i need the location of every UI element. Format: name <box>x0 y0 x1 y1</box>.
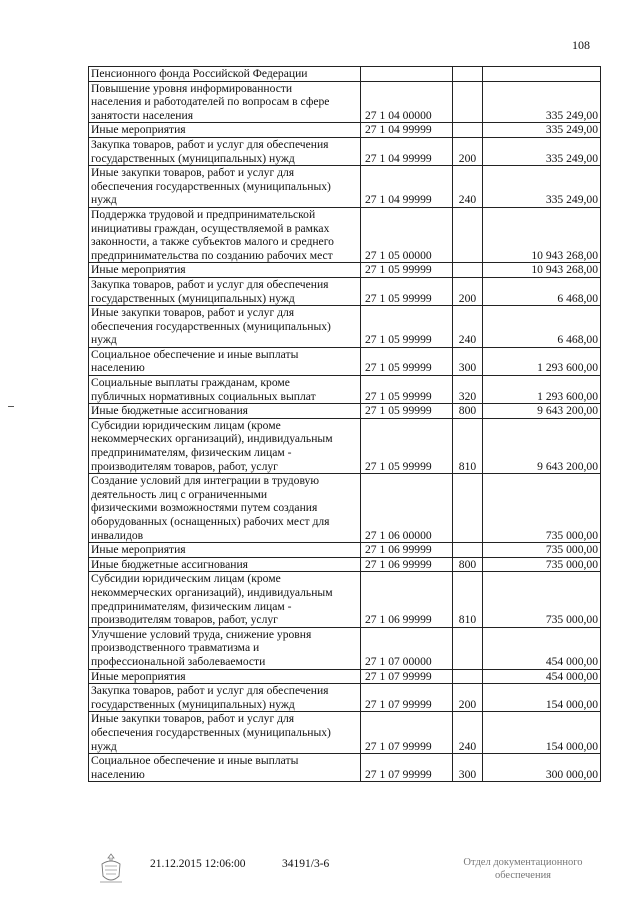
row-amount-cell: 10 943 268,00 <box>483 207 601 262</box>
row-name-cell: Иные закупки товаров, работ и услуг для обеспечения государственных (муниципальных) нужд <box>89 306 361 348</box>
row-code-cell: 27 1 05 99999 <box>361 306 453 348</box>
row-code-cell: 27 1 06 99999 <box>361 557 453 572</box>
table-row <box>89 474 601 543</box>
footer-doc-number: 34191/3-6 <box>282 858 330 870</box>
row-amount-cell: 454 000,00 <box>483 669 601 684</box>
table-row <box>89 81 601 123</box>
row-amount-cell: 335 249,00 <box>483 166 601 208</box>
row-name-cell: Иные бюджетные ассигнования <box>89 557 361 572</box>
row-amount-cell: 735 000,00 <box>483 543 601 558</box>
row-code-cell <box>361 67 453 82</box>
footer-department-stamp: Отдел документационного обеспечения <box>463 857 583 881</box>
row-name-cell: Пенсионного фонда Российской Федерации <box>89 67 361 82</box>
row-code-cell: 27 1 05 99999 <box>361 347 453 375</box>
row-amount-cell: 335 249,00 <box>483 137 601 165</box>
row-name-cell: Создание условий для интеграции в трудовую деятельность лиц с ограниченными физическими возможностями путем создания оборудованных (оснащенных) рабочих мест для инвалидов <box>89 474 361 543</box>
table-row <box>89 376 601 404</box>
row-code-cell: 27 1 07 00000 <box>361 627 453 669</box>
row-name-cell: Иные закупки товаров, работ и услуг для обеспечения государственных (муниципальных) нужд <box>89 166 361 208</box>
row-amount-cell: 154 000,00 <box>483 712 601 754</box>
row-amount-cell <box>483 67 601 82</box>
row-name-cell: Социальные выплаты гражданам, кроме публичных нормативных социальных выплат <box>89 376 361 404</box>
row-name-cell: Иные мероприятия <box>89 263 361 278</box>
row-amount-cell: 6 468,00 <box>483 306 601 348</box>
row-code-cell: 27 1 04 99999 <box>361 166 453 208</box>
budget-table-body <box>89 67 601 782</box>
budget-table <box>88 66 601 782</box>
row-name-cell: Закупка товаров, работ и услуг для обеспечения государственных (муниципальных) нужд <box>89 137 361 165</box>
row-expense-type-cell: 240 <box>453 166 483 208</box>
row-expense-type-cell <box>453 207 483 262</box>
row-expense-type-cell <box>453 543 483 558</box>
table-row <box>89 754 601 782</box>
table-row <box>89 277 601 305</box>
table-row <box>89 166 601 208</box>
table-row <box>89 404 601 419</box>
row-code-cell: 27 1 05 99999 <box>361 277 453 305</box>
row-code-cell: 27 1 06 99999 <box>361 572 453 627</box>
table-row <box>89 684 601 712</box>
table-row <box>89 543 601 558</box>
row-expense-type-cell: 200 <box>453 684 483 712</box>
row-code-cell: 27 1 05 99999 <box>361 376 453 404</box>
row-expense-type-cell: 800 <box>453 404 483 419</box>
row-expense-type-cell: 810 <box>453 572 483 627</box>
row-expense-type-cell <box>453 123 483 138</box>
footer-date: 21.12.2015 12:06:00 <box>150 858 246 870</box>
table-row <box>89 67 601 82</box>
row-name-cell: Закупка товаров, работ и услуг для обеспечения государственных (муниципальных) нужд <box>89 684 361 712</box>
row-expense-type-cell: 300 <box>453 754 483 782</box>
row-name-cell: Улучшение условий труда, снижение уровня производственного травматизма и профессиональной заболеваемости <box>89 627 361 669</box>
row-amount-cell: 154 000,00 <box>483 684 601 712</box>
row-expense-type-cell <box>453 81 483 123</box>
row-amount-cell: 9 643 200,00 <box>483 418 601 473</box>
table-row <box>89 347 601 375</box>
row-expense-type-cell <box>453 263 483 278</box>
row-amount-cell: 6 468,00 <box>483 277 601 305</box>
row-expense-type-cell: 240 <box>453 306 483 348</box>
row-amount-cell: 735 000,00 <box>483 474 601 543</box>
table-row <box>89 627 601 669</box>
row-expense-type-cell <box>453 627 483 669</box>
table-row <box>89 306 601 348</box>
row-name-cell: Социальное обеспечение и иные выплаты населению <box>89 754 361 782</box>
row-name-cell: Иные бюджетные ассигнования <box>89 404 361 419</box>
table-row <box>89 669 601 684</box>
row-name-cell: Иные мероприятия <box>89 669 361 684</box>
table-row <box>89 123 601 138</box>
row-code-cell: 27 1 04 99999 <box>361 123 453 138</box>
row-expense-type-cell: 240 <box>453 712 483 754</box>
row-expense-type-cell <box>453 669 483 684</box>
table-row <box>89 572 601 627</box>
row-code-cell: 27 1 07 99999 <box>361 712 453 754</box>
row-name-cell: Иные закупки товаров, работ и услуг для обеспечения государственных (муниципальных) нужд <box>89 712 361 754</box>
row-code-cell: 27 1 07 99999 <box>361 669 453 684</box>
table-row <box>89 263 601 278</box>
row-amount-cell: 1 293 600,00 <box>483 376 601 404</box>
row-expense-type-cell: 200 <box>453 277 483 305</box>
row-amount-cell: 335 249,00 <box>483 123 601 138</box>
row-expense-type-cell: 200 <box>453 137 483 165</box>
row-code-cell: 27 1 04 99999 <box>361 137 453 165</box>
row-amount-cell: 10 943 268,00 <box>483 263 601 278</box>
row-amount-cell: 735 000,00 <box>483 572 601 627</box>
row-name-cell: Повышение уровня информированности населения и работодателей по вопросам в сфере занятости населения <box>89 81 361 123</box>
row-code-cell: 27 1 07 99999 <box>361 754 453 782</box>
row-code-cell: 27 1 05 99999 <box>361 263 453 278</box>
row-code-cell: 27 1 04 00000 <box>361 81 453 123</box>
table-row <box>89 418 601 473</box>
coat-of-arms-icon <box>98 852 124 886</box>
row-code-cell: 27 1 06 00000 <box>361 474 453 543</box>
row-name-cell: Иные мероприятия <box>89 543 361 558</box>
table-row <box>89 207 601 262</box>
row-name-cell: Закупка товаров, работ и услуг для обеспечения государственных (муниципальных) нужд <box>89 277 361 305</box>
row-name-cell: Социальное обеспечение и иные выплаты населению <box>89 347 361 375</box>
row-name-cell: Иные мероприятия <box>89 123 361 138</box>
table-row <box>89 137 601 165</box>
row-expense-type-cell <box>453 474 483 543</box>
row-amount-cell: 335 249,00 <box>483 81 601 123</box>
row-amount-cell: 300 000,00 <box>483 754 601 782</box>
page-number: 108 <box>572 38 590 52</box>
row-amount-cell: 9 643 200,00 <box>483 404 601 419</box>
row-expense-type-cell <box>453 67 483 82</box>
row-amount-cell: 454 000,00 <box>483 627 601 669</box>
row-amount-cell: 735 000,00 <box>483 557 601 572</box>
row-name-cell: Поддержка трудовой и предпринимательской инициативы граждан, осуществляемой в рамках законности, а также субъектов малого и среднего предпринимательства по созданию рабочих мест <box>89 207 361 262</box>
row-code-cell: 27 1 05 99999 <box>361 404 453 419</box>
row-code-cell: 27 1 07 99999 <box>361 684 453 712</box>
row-expense-type-cell: 300 <box>453 347 483 375</box>
row-code-cell: 27 1 05 00000 <box>361 207 453 262</box>
row-expense-type-cell: 800 <box>453 557 483 572</box>
row-name-cell: Субсидии юридическим лицам (кроме некоммерческих организаций), индивидуальным предпринимателям, физическим лицам - производителям товаров, работ, услуг <box>89 572 361 627</box>
row-expense-type-cell: 320 <box>453 376 483 404</box>
row-code-cell: 27 1 05 99999 <box>361 418 453 473</box>
row-expense-type-cell: 810 <box>453 418 483 473</box>
row-code-cell: 27 1 06 99999 <box>361 543 453 558</box>
table-row <box>89 557 601 572</box>
table-row <box>89 712 601 754</box>
row-amount-cell: 1 293 600,00 <box>483 347 601 375</box>
margin-mark <box>8 406 14 407</box>
row-name-cell: Субсидии юридическим лицам (кроме некоммерческих организаций), индивидуальным предпринимателям, физическим лицам - производителям товаров, работ, услуг <box>89 418 361 473</box>
